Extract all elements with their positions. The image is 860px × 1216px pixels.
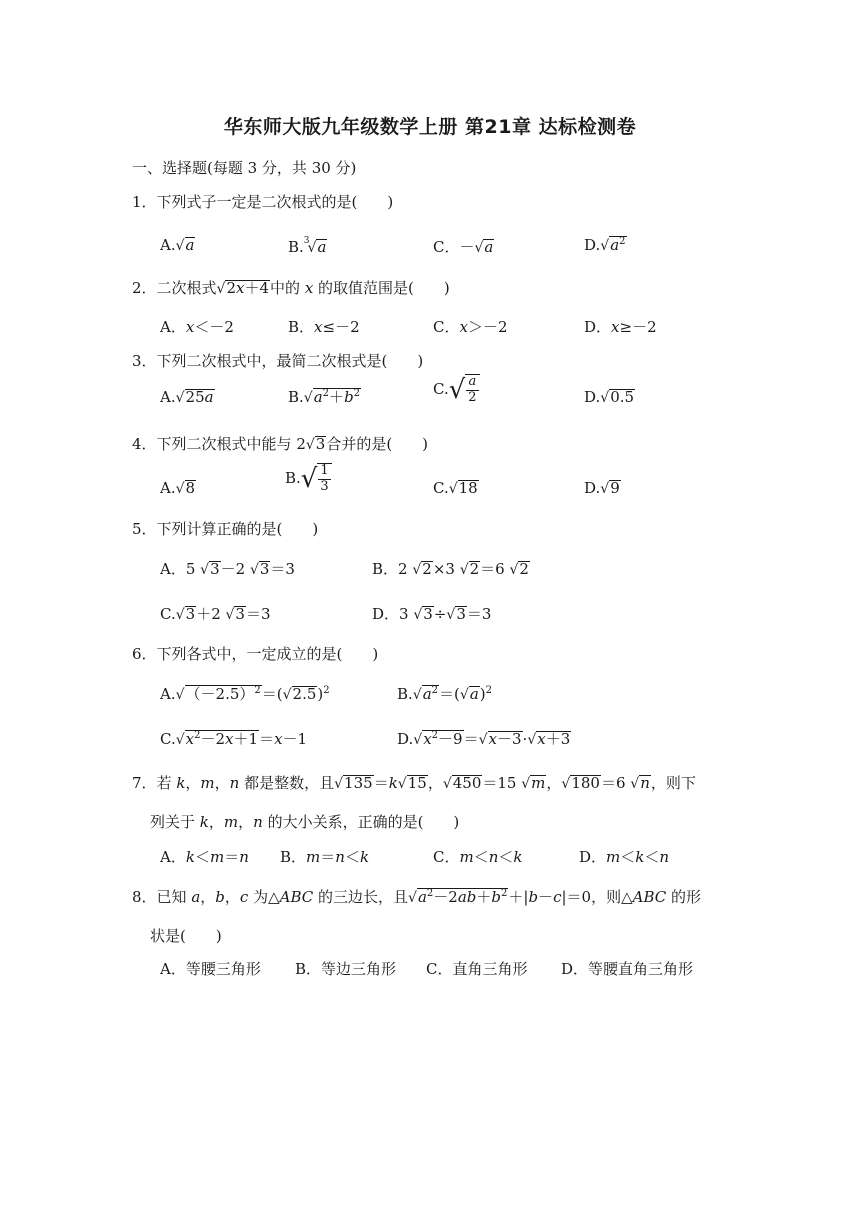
q1-option-b: B.$^3$√a	[288, 236, 327, 256]
q5-option-d: D．3 √3÷√3＝3	[372, 605, 492, 623]
q2-option-c: C．x＞－2	[433, 318, 508, 336]
section-heading: 一、选择题(每题 3 分，共 30 分)	[132, 159, 357, 177]
q4-option-c: C.√18	[433, 479, 478, 497]
q6-option-d: $D.√x^2-9=√x-3\cdot√x+3$	[397, 730, 571, 748]
q8-option-b: B．等边三角形	[295, 960, 397, 978]
q8-option-a: A．等腰三角形	[160, 960, 261, 978]
q2-option-d: D．x≥－2	[584, 318, 657, 336]
question-5-stem: 5．下列计算正确的是( )	[132, 520, 319, 538]
question-4-stem: 4．下列二次根式中能与 2√3合并的是( )	[132, 435, 429, 453]
question-7-stem: 7．若 k，m，n 都是整数，且√135＝k√15，√450＝15 √m，√180＝6 √n，则下	[132, 774, 696, 792]
q3-option-d: D.√0.5	[584, 388, 635, 406]
page-title: 华东师大版九年级数学上册 第21章 达标检测卷	[223, 116, 637, 138]
q1-option-d: $D.√a^2$	[584, 236, 626, 254]
q7-option-b: B．m＝n＜k	[280, 848, 370, 866]
q1-option-a: A.√a	[160, 236, 195, 254]
q5-option-c: C.√3＋2 √3＝3	[160, 605, 271, 623]
question-8-stem-cont: 状是( )	[150, 927, 222, 945]
q8-option-d: D．等腰直角三角形	[561, 960, 694, 978]
q7-option-d: D．m＜k＜n	[579, 848, 670, 866]
q6-option-c: $C.√x^2-2x+1=x-1$	[160, 730, 308, 748]
q4-option-a: A.√8	[160, 479, 196, 497]
q2-option-b: B．x≤－2	[288, 318, 360, 336]
q3-option-a: A.√25a	[160, 388, 214, 406]
q6-option-a: $A.√(-2.5)^2=(√2.5)^2$	[160, 685, 330, 703]
question-8-stem: 8．已知 a，b，c 为△ABC 的三边长，且$√a^2-2ab+b^2+|b-c|=0$，则△ABC 的形	[132, 888, 702, 906]
question-7-stem-cont: 列关于 k，m，n 的大小关系，正确的是( )	[150, 813, 460, 831]
question-1-stem: 1．下列式子一定是二次根式的是( )	[132, 193, 394, 211]
question-3-stem: 3．下列二次根式中，最简二次根式是( )	[132, 352, 424, 370]
q7-option-a: A．k＜m＝n	[160, 848, 249, 866]
question-6-stem: 6．下列各式中，一定成立的是( )	[132, 645, 379, 663]
q8-option-c: C．直角三角形	[426, 960, 528, 978]
q4-option-d: D.√9	[584, 479, 620, 497]
q2-option-a: A．x＜－2	[160, 318, 234, 336]
q5-option-b: B．2 √2×3 √2＝6 √2	[372, 560, 529, 578]
q1-option-c: C．－√a	[433, 238, 494, 256]
q4-option-b: B.√ $\frac{1}{3}$	[285, 463, 332, 495]
question-2-stem: 2．二次根式√2x＋4中的 x 的取值范围是( )	[132, 279, 450, 297]
q7-option-c: C．m＜n＜k	[433, 848, 523, 866]
q6-option-b: $B.√a^2=(√a)^2$	[397, 685, 493, 703]
q3-option-c: C.√ $\frac{a}{2}$	[433, 374, 480, 406]
q5-option-a: A．5 √3－2 √3＝3	[160, 560, 295, 578]
q3-option-b: $B.√a^2+b^2$	[288, 388, 361, 406]
